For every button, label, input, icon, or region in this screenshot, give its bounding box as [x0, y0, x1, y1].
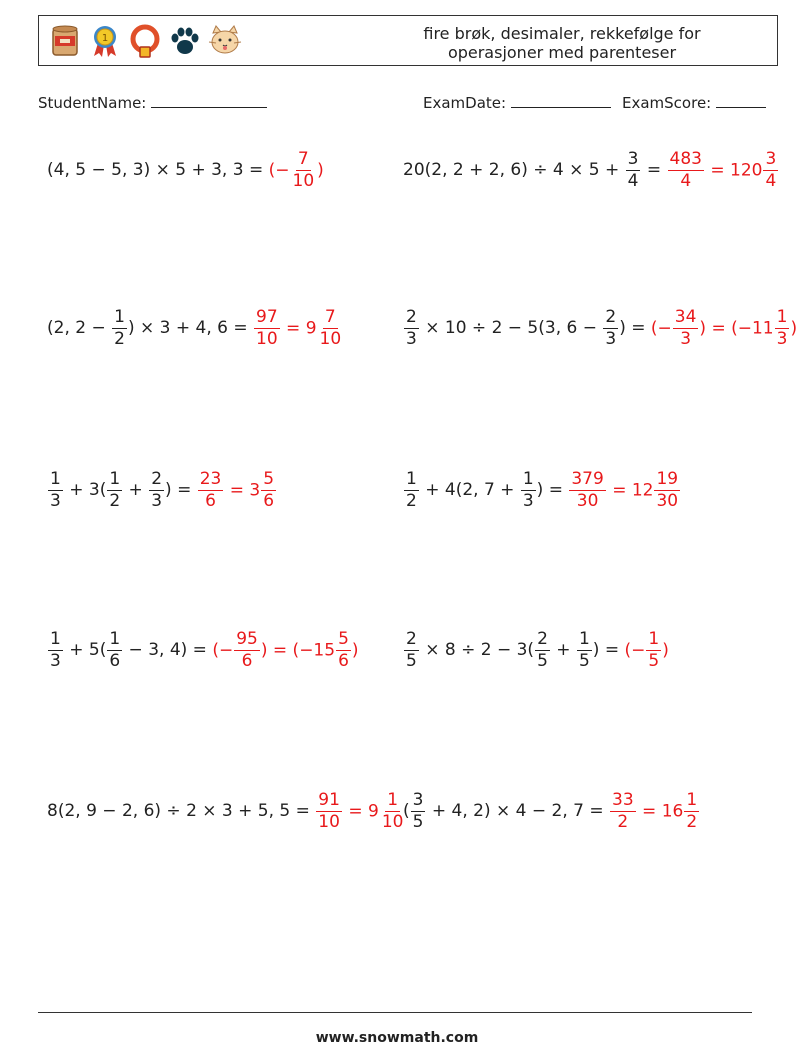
- svg-text:1: 1: [101, 33, 109, 44]
- expression: + 4(2, 7 +: [419, 480, 520, 500]
- student-name-blank[interactable]: [151, 93, 267, 108]
- exam-date-blank[interactable]: [511, 93, 611, 108]
- expression: + 5(: [63, 640, 107, 660]
- expression: 20(2, 2 + 2, 6) ÷ 4 × 5 +: [403, 160, 625, 180]
- expression: 8(2, 9 − 2, 6) ÷ 2 × 3 + 5, 5 =: [47, 801, 316, 821]
- footer-url[interactable]: www.snowmath.com: [315, 1030, 479, 1046]
- title-line-1: fire brøk, desimaler, rekkefølge for: [423, 24, 701, 43]
- exam-score-label: ExamScore:: [622, 94, 712, 112]
- expression: (2, 2 −: [47, 318, 112, 338]
- footer-divider: [38, 1012, 752, 1013]
- problem-1: [47, 140, 324, 200]
- problem-2: 20(2, 2 + 2, 6) ÷ 4 × 5 + $\frac{3}{4}$ = $\frac{483}{4}$ = 120 $\frac{3}{4}$: [403, 140, 779, 200]
- problem-7: $\frac{1}{3}$ + 5( $\frac{1}{6}$ − 3, 4) = (− $\frac{95}{6}$ ) = (−15 $\frac{5}{6}$ ): [50, 628, 359, 671]
- header-box: [38, 15, 778, 66]
- scroll-icon: [47, 23, 83, 59]
- icon-strip: [47, 22, 243, 60]
- answer: $\frac{91}{10}$ = 9 $\frac{1}{10}$: [318, 789, 404, 832]
- medal-icon: [87, 23, 123, 59]
- answer: $\frac{33}{2}$ = 16 $\frac{1}{2}$: [612, 789, 698, 832]
- fraction: $\frac{3}{4}$: [627, 148, 639, 191]
- answer: (− $\frac{1}{5}$ ): [624, 628, 669, 671]
- problem-6: $\frac{1}{2}$ + 4(2, 7 + $\frac{1}{3}$ ) = $\frac{379}{30}$ = 12 $\frac{19}{30}$: [403, 460, 681, 520]
- title-line-2: operasjoner med parenteser: [447, 43, 677, 62]
- ring-icon: [127, 23, 163, 59]
- problem-8: $\frac{2}{5}$ × 8 ÷ 2 − 3( $\frac{2}{5}$ + $\frac{1}{5}$ ) = (− $\frac{1}{5}$ ): [406, 628, 669, 671]
- answer: (− $\frac{95}{6}$ ) = (−15 $\frac{5}{6}$ ): [212, 628, 359, 671]
- answer: $\frac{23}{6}$ = 3 $\frac{5}{6}$: [199, 468, 275, 511]
- expression: × 8 ÷ 2 − 3(: [419, 640, 535, 660]
- exam-score-blank[interactable]: [716, 93, 766, 108]
- answer: $\frac{97}{10}$ = 9 $\frac{7}{10}$: [256, 306, 342, 349]
- exam-date-label: ExamDate:: [423, 94, 507, 112]
- cat-icon: [207, 23, 243, 59]
- exam-score-field: [622, 93, 766, 112]
- problem-9: [47, 781, 406, 841]
- expression: + 3(: [63, 480, 107, 500]
- answer: $\frac{379}{30}$ = 12 $\frac{19}{30}$: [571, 468, 679, 511]
- answer: $\frac{483}{4}$ = 120 $\frac{3}{4}$: [669, 148, 777, 191]
- problem-3: (2, 2 − $\frac{1}{2}$ ) × 3 + 4, 6 = $\frac{97}{10}$ = 9 $\frac{7}{10}$: [47, 298, 344, 358]
- student-name-field: [38, 93, 267, 112]
- answer: (− $\frac{7}{10}$ ): [268, 148, 324, 191]
- worksheet-title: [397, 24, 727, 62]
- expression: × 10 ÷ 2 − 5(3, 6 −: [419, 318, 603, 338]
- exam-date-field: [423, 93, 611, 112]
- paw-icon: [167, 23, 203, 59]
- problem-5: $\frac{1}{3}$ + 3( $\frac{1}{2}$ + $\frac{2}{3}$ ) = $\frac{23}{6}$ = 3 $\frac{5}{6}$: [47, 460, 277, 520]
- problem-4: $\frac{2}{3}$ × 10 ÷ 2 − 5(3, 6 − $\frac{2}{3}$ ) = (− $\frac{34}{3}$ ) = (−11 $\frac{1}{3}$ ): [406, 306, 797, 349]
- answer: (− $\frac{34}{3}$ ) = (−11 $\frac{1}{3}$ ): [650, 306, 797, 349]
- expression: (4, 5 − 5, 3) × 5 + 3, 3 =: [47, 160, 269, 180]
- problem-10: ( $\frac{3}{5}$ + 4, 2) × 4 − 2, 7 = $\frac{33}{2}$ = 16 $\frac{1}{2}$: [403, 781, 700, 841]
- student-name-label: StudentName:: [38, 94, 147, 112]
- expression: (: [403, 801, 410, 821]
